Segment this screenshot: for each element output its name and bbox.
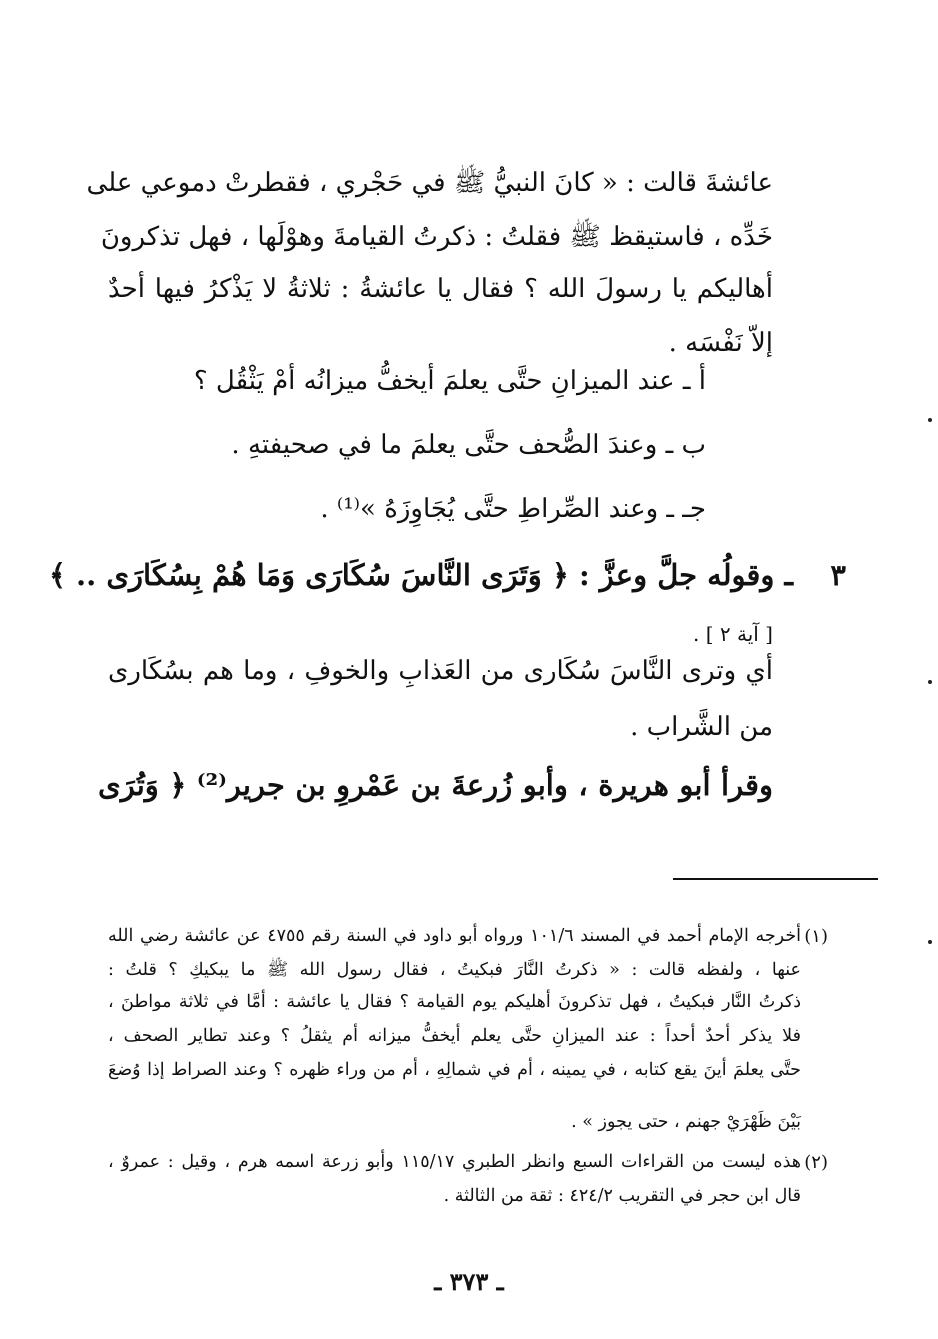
scan-speck <box>928 940 932 944</box>
footnote-line: بَيْنَ ظَهْرَيْ جهنم ، حتى يجوز » . <box>571 1112 801 1132</box>
body-text-line: خَدِّه ، فاستيقظ ﷺ فقلتُ : ذكرتُ القيامةَ وهوْلَها ، فهل تذكرونَ <box>100 222 773 252</box>
page-number: ـ ٣٧٣ ـ <box>434 1267 504 1296</box>
footnote-number: (٢) <box>804 1152 828 1173</box>
footnote-line: عنها ، ولفظه قالت : « ذكرتُ النَّارَ فبكيتُ ، فقال رسول الله ﷺ ما يبكيكِ ؟ قلتُ : <box>108 960 801 980</box>
body-text-line: عائشةَ قالت : « كانَ النبيُّ ﷺ في حَجْري ، فقطرتْ دموعي على <box>86 168 773 198</box>
footnote-number: (١) <box>804 926 828 947</box>
footnote-line: حتَّى يعلمَ أينَ يقع كتابه ، في يمينه ، أم في شمالِهِ ، أم من وراء ظهره ؟ وعند الصراط إذا وُضعَ <box>108 1060 801 1080</box>
body-text-line: أي وترى النَّاسَ سُكَارى من العَذابِ والخوفِ ، وما هم بسُكَارى <box>108 656 773 686</box>
body-text-line: أهاليكم يا رسولَ الله ؟ فقال يا عائشةُ : ثلاثةُ لا يَذْكرُ فيها أحدٌ <box>108 274 773 304</box>
footnote-line: أخرجه الإمام أحمد في المسند ١٠١/٦ ورواه أبو داود في السنة رقم ٤٧٥٥ عن عائشة رضي الله <box>108 926 801 946</box>
list-item: أ ـ عند الميزانِ حتَّى يعلمَ أيخفُّ ميزانُه أمْ يَثْقُل ؟ <box>193 366 706 396</box>
body-text-line: من الشَّراب . <box>630 712 773 742</box>
footnote-line: ذكرتُ النَّار فبكيتُ ، فهل تذكرونَ أهليكم يوم القيامة ؟ فقال يا عائشة : أمَّا في ثلاثة مواطنَ ، <box>108 992 801 1012</box>
body-text-line: إلاّ نَفْسَه . <box>668 328 773 358</box>
section-heading: ـ وقولُه جلَّ وعزَّ : ﴿ وَتَرَى النَّاسَ سُكَارَى وَمَا هُمْ بِسُكَارَى .. ﴾ <box>48 558 793 592</box>
footnote-divider <box>673 878 878 880</box>
footnote-line: قال ابن حجر في التقريب ٤٢٤/٢ : ثقة من الثالثة . <box>443 1186 801 1206</box>
list-item: ب ـ وعندَ الصُّحف حتَّى يعلمَ ما في صحيفتهِ . <box>231 430 706 460</box>
footnote-line: هذه ليست من القراءات السبع وانظر الطبري ١١٥/١٧ وأبو زرعة اسمه هرم ، وقيل : عمروٌ ، <box>108 1152 801 1172</box>
bold-text-line: وقرأ أبو هريرة ، وأبو زُرعةَ بن عَمْروِ بن جرير⁽²⁾ ﴿ وَتُرَى <box>98 768 773 802</box>
scan-speck <box>928 418 932 422</box>
ayah-reference: [ آية ٢ ] . <box>693 622 773 646</box>
list-item: جـ ـ وعند الصِّراطِ حتَّى يُجَاوِزَهُ »⁽¹⁾ . <box>320 494 706 524</box>
scan-speck <box>928 680 932 684</box>
footnote-line: فلا يذكر أحدٌ أحداً : عند الميزانِ حتَّى يعلم أيخفُّ ميزانه أم يثقلُ ؟ وعند تطاير الصحف ، <box>108 1026 801 1046</box>
section-number: ٣ <box>830 558 846 592</box>
